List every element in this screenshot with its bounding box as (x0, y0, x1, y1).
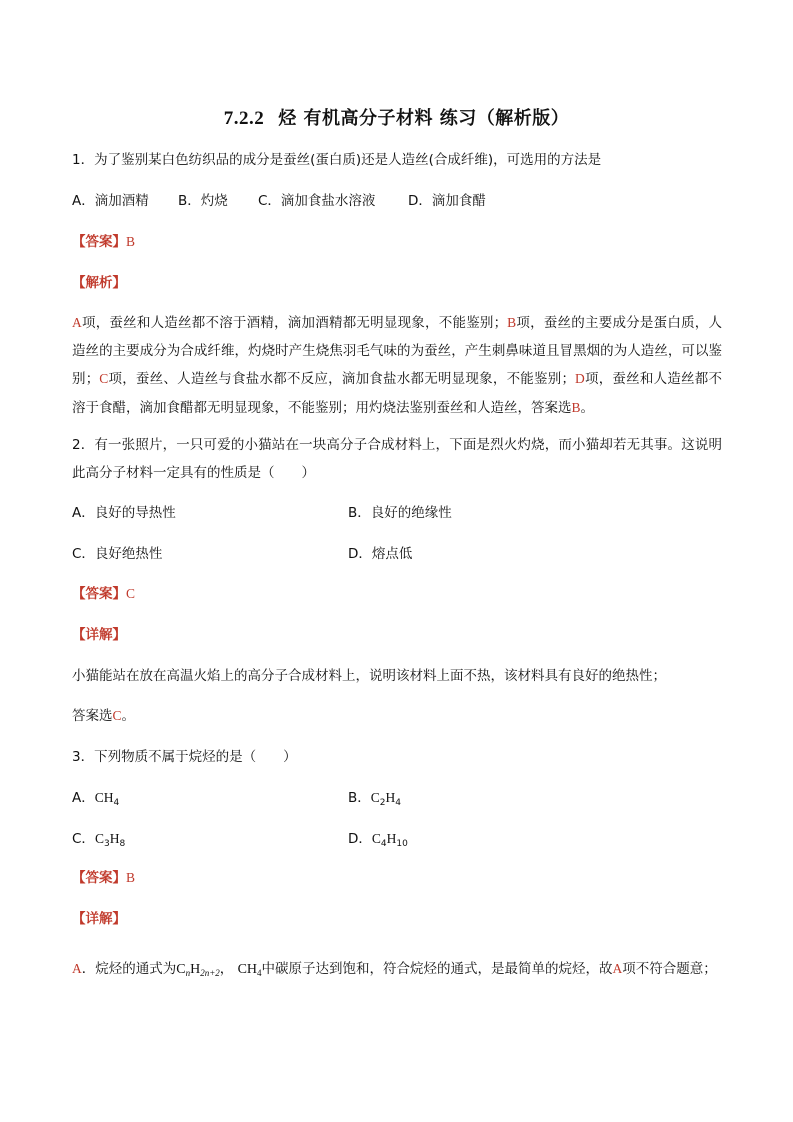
answer-value: B (126, 234, 136, 249)
question-1-options (72, 191, 486, 211)
option-label: A． (72, 790, 95, 806)
formula-subscript: 3 (103, 839, 110, 849)
formula-subscript: 4 (380, 839, 387, 849)
formula-subscript: 10 (396, 839, 408, 849)
formula-part: CH (237, 962, 258, 977)
analysis-segment: 。 (580, 399, 595, 416)
q1-option-a: A．滴加酒精 (72, 193, 149, 209)
formula-part: C (176, 962, 186, 977)
q2-option-a: A．良好的导热性 (72, 505, 176, 521)
answer-value: B (126, 870, 136, 885)
q3-option-c (72, 829, 125, 849)
question-1-stem: 1．为了鉴别某白色纺织品的成分是蚕丝(蛋白质)还是人造丝(合成纤维)，可选用的方法是 (72, 152, 602, 168)
q3-answer (72, 868, 135, 888)
page-title (0, 104, 793, 130)
q1-analysis-text (72, 309, 722, 422)
detail-segment: 中碳原子达到饱和，符合烷烃的通式，是最简单的烷烃，故 (261, 961, 613, 977)
question-3-stem: 3．下列物质不属于烷烃的是（ ） (72, 749, 297, 765)
q3-detail-label: 【详解】 (72, 911, 126, 927)
ch4-formula (238, 962, 262, 977)
formula-part: H (385, 790, 396, 805)
q3-detail-text: A．烷烃的通式为$C_nH_{2n+2}$， $CH_4$中碳原子达到饱和，符合烷烃的通式，是最简单的烷烃，故A项不符合题意； (72, 961, 717, 978)
formula-part: C (371, 831, 381, 846)
q1-option-d: D．滴加食醋 (408, 193, 486, 209)
q1-analysis-label: 【解析】 (72, 275, 126, 291)
q3-option-b (348, 788, 401, 808)
formula-subscript: 2n+2 (200, 968, 220, 978)
conclusion-prefix: 答案选 (72, 708, 113, 724)
formula-part: H (190, 962, 201, 977)
answer-label: 【答案】 (72, 234, 126, 250)
title-text: 烃 有机高分子材料 练习（解析版） (278, 108, 570, 129)
answer-label: 【答案】 (72, 586, 126, 602)
analysis-segment: 项，蚕丝和人造丝都不溶于酒精，滴加酒精都无明显现象，不能鉴别； (81, 315, 508, 331)
formula-subscript: 4 (395, 798, 401, 808)
option-letter: A (612, 961, 623, 976)
q1-option-c: C．滴加食盐水溶液 (258, 193, 376, 209)
option-label: B． (348, 790, 371, 806)
general-formula (176, 962, 220, 977)
option-letter: D (574, 371, 585, 386)
answer-value: C (126, 586, 136, 601)
q1-answer (72, 232, 135, 252)
q2-option-b: B．良好的绝缘性 (348, 505, 452, 521)
option-letter: A (72, 315, 82, 330)
option-label: D． (348, 831, 372, 847)
q2-answer (72, 584, 135, 604)
conclusion-letter: C (112, 708, 122, 723)
formula-subscript: 4 (257, 968, 262, 978)
q3-option-a (72, 788, 119, 808)
conclusion-suffix: 。 (121, 708, 136, 724)
q2-option-c: C．良好绝热性 (72, 546, 163, 562)
formula-subscript: 4 (113, 798, 120, 808)
formula-part: CH (94, 790, 114, 805)
question-2-stem: 2．有一张照片，一只可爱的小猫站在一块高分子合成材料上，下面是烈火灼烧，而小猫却若无其事。这说明此高分子材料一定具有的性质是（ ） (72, 437, 722, 481)
q2-conclusion (72, 706, 135, 726)
formula-subscript: 2 (379, 798, 386, 808)
option-letter: A (72, 961, 82, 976)
option-letter: B (507, 315, 517, 330)
q2-detail-text: 小猫能站在放在高温火焰上的高分子合成材料上，说明该材料上面不热，该材料具有良好的绝热性； (72, 668, 666, 684)
formula-subscript: n (185, 968, 191, 978)
detail-segment: ．烷烃的通式为 (81, 961, 177, 977)
option-letter: C (99, 371, 109, 386)
formula-part: C (94, 831, 104, 846)
q1-option-b: B．灼烧 (178, 193, 228, 209)
q3-option-d (348, 829, 408, 849)
q2-detail-label: 【详解】 (72, 627, 126, 643)
formula-part: H (386, 831, 397, 846)
option-letter: B (571, 399, 581, 415)
formula-part: H (109, 831, 120, 846)
detail-segment: 项不符合题意； (622, 961, 717, 977)
analysis-segment: 项，蚕丝的主要成分是蛋白质，人造丝的主要成分为合成纤维，灼烧时产生烧焦羽毛气味的为蚕丝，产生刺鼻味道且冒黑烟的为人造丝，可以鉴别； (72, 315, 723, 387)
formula-part: C (370, 790, 380, 805)
formula-subscript: 8 (119, 839, 126, 849)
answer-label: 【答案】 (72, 870, 126, 886)
analysis-segment: 项，蚕丝和人造丝都不溶于食醋，滴加食醋都无明显现象，不能鉴别；用灼烧法鉴别蚕丝和人造丝，答案选 (72, 371, 723, 416)
option-label: C． (72, 831, 95, 847)
title-number: 7.2.2 (223, 108, 265, 129)
analysis-segment: 项，蚕丝、人造丝与食盐水都不反应，滴加食盐水都无明显现象，不能鉴别； (108, 371, 575, 387)
q2-option-d: D．熔点低 (348, 546, 413, 562)
